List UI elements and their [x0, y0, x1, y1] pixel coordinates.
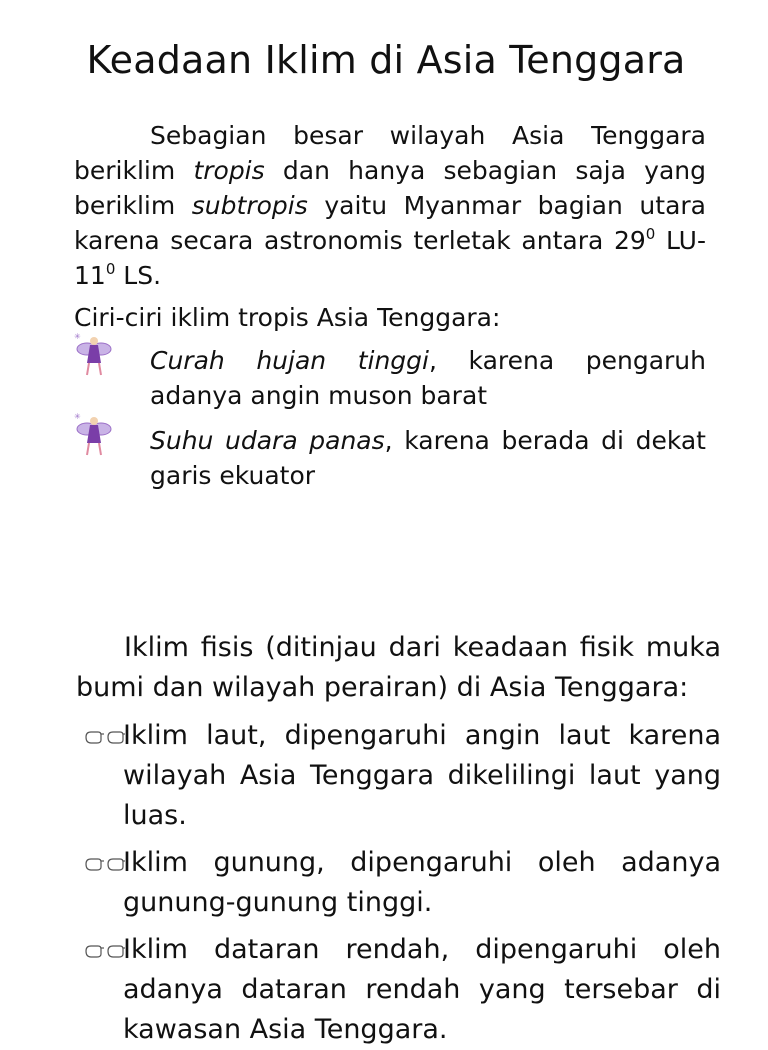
svg-text:✳: ✳	[74, 332, 81, 341]
fisis-item-text: Iklim laut, dipengaruhi angin laut karena wilayah Asia Tenggara dikelilingi laut yang luas.	[123, 720, 721, 831]
intro-paragraph	[74, 118, 706, 293]
pointing-hand-icon	[84, 855, 126, 873]
fisis-item-text: Iklim gunung, dipengaruhi oleh adanya gunung-gunung tinggi.	[123, 847, 721, 918]
term-subtropis: subtropis	[191, 191, 308, 220]
term-tropis: tropis	[193, 156, 265, 185]
fisis-item-text: Iklim dataran rendah, dipengaruhi oleh adanya dataran rendah yang tersebar di kawasan Asia Tenggara.	[123, 934, 721, 1045]
tropis-item-text: Suhu udara panas, karena berada di dekat garis ekuator	[150, 426, 706, 490]
pointing-hand-icon	[84, 942, 126, 960]
intro-text: Sebagian besar wilayah Asia Tenggara beriklim	[74, 121, 706, 185]
fisis-list-item	[84, 930, 721, 1050]
page-title: Keadaan Iklim di Asia Tenggara	[86, 38, 686, 82]
pointing-hand-icon	[84, 728, 126, 746]
svg-text:✳: ✳	[74, 412, 81, 421]
fisis-list-item	[84, 843, 721, 923]
intro-text: LU- 11	[74, 226, 707, 290]
fairy-icon	[74, 411, 114, 459]
fairy-icon	[74, 331, 114, 379]
fisis-intro: Iklim fisis (ditinjau dari keadaan fisik muka bumi dan wilayah perairan) di Asia Tenggara:	[76, 632, 721, 703]
tropis-list-item	[74, 332, 706, 413]
intro-text: dan hanya sebagian saja yang beriklim	[74, 156, 706, 220]
tropis-heading: Ciri-ciri iklim tropis Asia Tenggara:	[74, 303, 501, 332]
degree-superscript: 0	[645, 225, 656, 243]
intro-text: LS.	[115, 261, 162, 290]
tropis-item-text: Curah hujan tinggi, karena pengaruh adanya angin muson barat	[150, 346, 706, 410]
degree-superscript: 0	[105, 260, 116, 278]
intro-text: yaitu Myanmar bagian utara karena secara astronomis terletak antara 29	[74, 191, 706, 255]
fisis-list-item	[84, 716, 721, 836]
tropis-list-item	[74, 412, 706, 493]
